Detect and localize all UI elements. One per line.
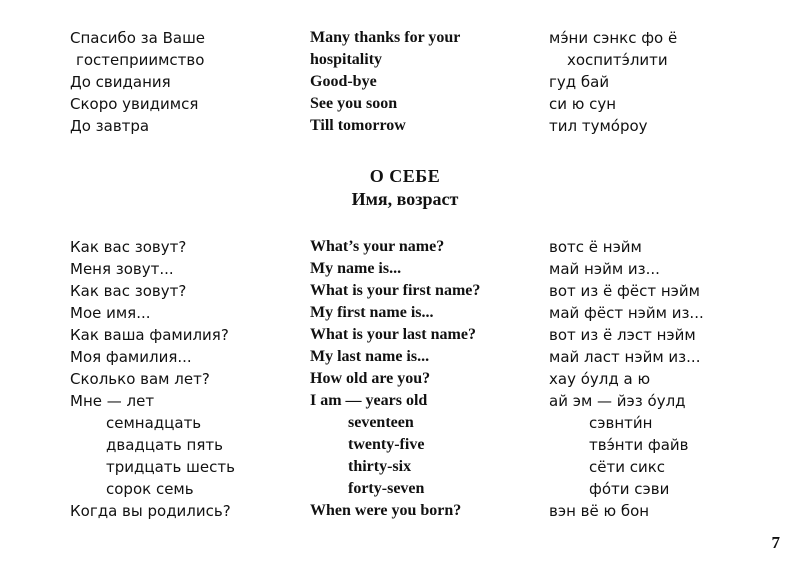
top-en-row: hospitality bbox=[310, 51, 383, 68]
bottom-transcription-column bbox=[549, 236, 789, 522]
bottom-en-row: My name is... bbox=[310, 260, 402, 277]
top-english-column bbox=[310, 27, 540, 137]
top-en-row: Till tomorrow bbox=[310, 117, 406, 134]
top-tr-row: си ю сун bbox=[549, 95, 617, 113]
top-transcription-column bbox=[549, 27, 789, 137]
top-tr-row: хоспитэ́лити bbox=[567, 51, 668, 69]
top-en-row: Good-bye bbox=[310, 73, 377, 90]
bottom-tr-row: вэн вё ю бон bbox=[549, 502, 650, 520]
bottom-tr-row: твэ́нти файв bbox=[589, 436, 689, 454]
top-ru-row: До завтра bbox=[70, 117, 150, 135]
bottom-ru-row: семнадцать bbox=[106, 414, 202, 432]
bottom-ru-row: Моя фамилия... bbox=[70, 348, 192, 366]
bottom-en-row: When were you born? bbox=[310, 502, 462, 519]
bottom-ru-row: Как вас зовут? bbox=[70, 238, 187, 256]
bottom-tr-row: ай эм — йэз о́улд bbox=[549, 392, 686, 410]
bottom-tr-row: хау о́улд а ю bbox=[549, 370, 651, 388]
section-subtitle: Имя, возраст bbox=[351, 189, 459, 209]
bottom-ru-row: Сколько вам лет? bbox=[70, 370, 210, 388]
top-en-row: Many thanks for your bbox=[310, 29, 461, 46]
bottom-russian-column bbox=[70, 236, 290, 522]
top-tr-row: гуд бай bbox=[549, 73, 610, 91]
bottom-en-row: thirty-six bbox=[348, 458, 412, 475]
top-ru-row: До свидания bbox=[70, 73, 171, 91]
bottom-tr-row: фо́ти сэви bbox=[589, 480, 670, 498]
bottom-tr-row: сёти сикс bbox=[589, 458, 666, 476]
bottom-tr-row: вотс ё нэйм bbox=[549, 238, 642, 256]
bottom-ru-row: Как вас зовут? bbox=[70, 282, 187, 300]
bottom-ru-row: Как ваша фамилия? bbox=[70, 326, 229, 344]
bottom-ru-row: двадцать пять bbox=[106, 436, 223, 454]
page-number: 7 bbox=[771, 533, 780, 552]
bottom-en-row: What is your first name? bbox=[310, 282, 481, 299]
bottom-ru-row: Мне — лет bbox=[70, 392, 155, 410]
bottom-tr-row: май фёст нэйм из... bbox=[549, 304, 704, 322]
bottom-ru-row: Когда вы родились? bbox=[70, 502, 231, 520]
bottom-en-row: What is your last name? bbox=[310, 326, 476, 343]
top-ru-row: гостеприимство bbox=[76, 51, 205, 69]
top-russian-column bbox=[70, 27, 290, 137]
bottom-en-row: seventeen bbox=[348, 414, 414, 431]
bottom-tr-row: вот из ё фёст нэйм bbox=[549, 282, 700, 300]
bottom-tr-row: май ласт нэйм из... bbox=[549, 348, 701, 366]
bottom-english-column bbox=[310, 236, 540, 522]
bottom-tr-row: сэвнти́н bbox=[589, 414, 653, 432]
top-ru-row: Спасибо за Ваше bbox=[70, 29, 206, 47]
top-en-row: See you soon bbox=[310, 95, 398, 112]
bottom-tr-row: май нэйм из... bbox=[549, 260, 660, 278]
bottom-en-row: My last name is... bbox=[310, 348, 430, 365]
bottom-en-row: My first name is... bbox=[310, 304, 434, 321]
top-tr-row: тил тумо́роу bbox=[549, 117, 648, 135]
bottom-ru-row: Меня зовут... bbox=[70, 260, 174, 278]
bottom-en-row: forty-seven bbox=[348, 480, 425, 497]
top-ru-row: Скоро увидимся bbox=[70, 95, 199, 113]
bottom-en-row: twenty-five bbox=[348, 436, 425, 453]
bottom-ru-row: Мое имя... bbox=[70, 304, 151, 322]
bottom-en-row: How old are you? bbox=[310, 370, 431, 387]
bottom-en-row: I am — years old bbox=[310, 392, 428, 409]
bottom-ru-row: сорок семь bbox=[106, 480, 194, 498]
bottom-ru-row: тридцать шесть bbox=[106, 458, 235, 476]
bottom-tr-row: вот из ё лэст нэйм bbox=[549, 326, 696, 344]
top-tr-row: мэ́ни сэнкс фо ё bbox=[549, 29, 678, 47]
section-title: О СЕБЕ bbox=[369, 166, 441, 186]
bottom-en-row: What’s your name? bbox=[310, 238, 445, 255]
